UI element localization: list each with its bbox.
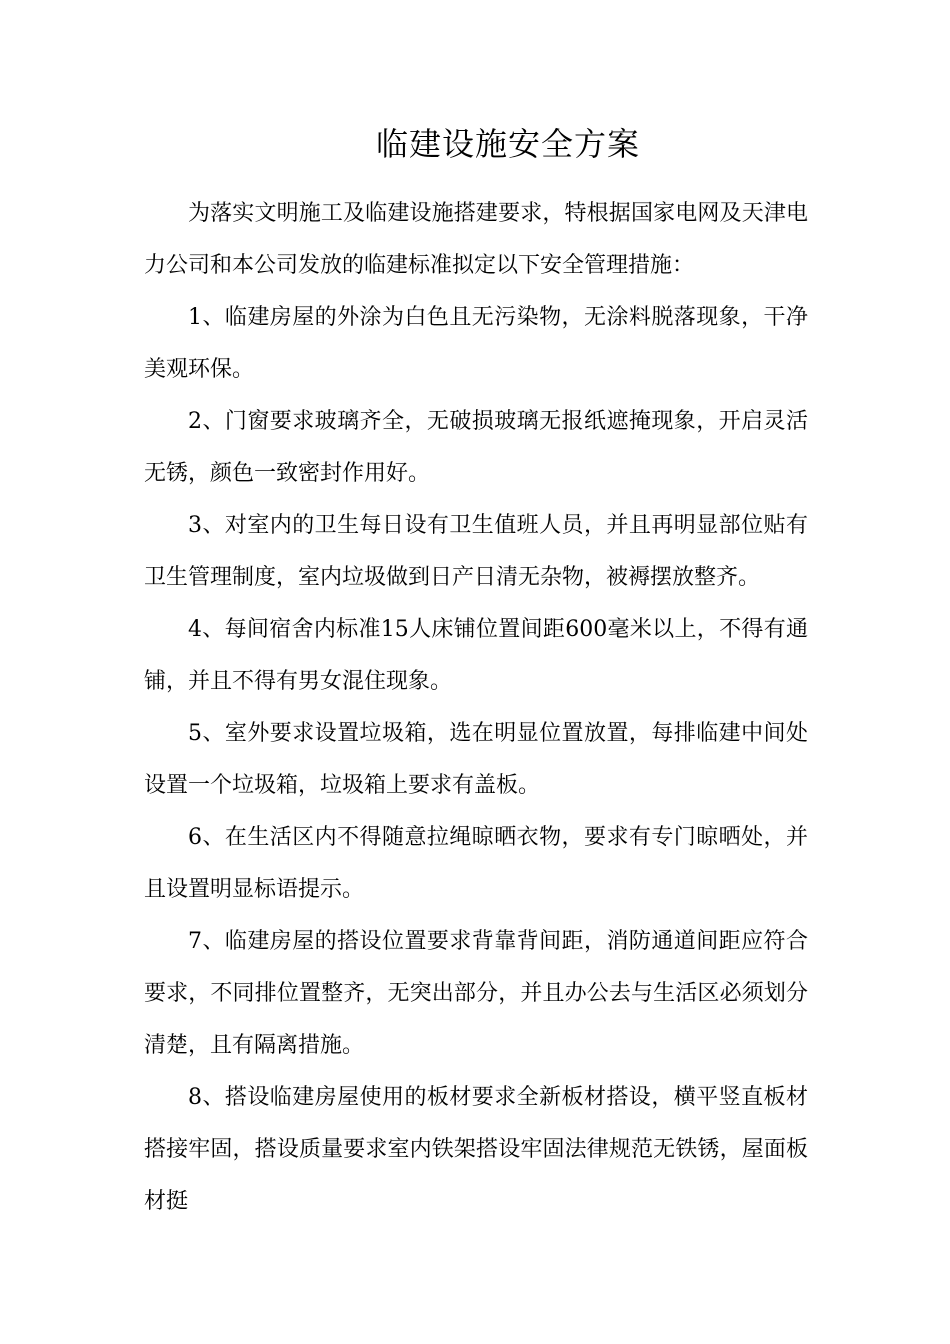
paragraph-item-6: 6、在生活区内不得随意拉绳晾晒衣物，要求有专门晾晒处，并且设置明显标语提示。 (144, 825, 808, 902)
paragraph-item-2: 2、门窗要求玻璃齐全，无破损玻璃无报纸遮掩现象，开启灵活无锈，颜色一致密封作用好。 (144, 409, 808, 486)
paragraph-item-7: 7、临建房屋的搭设位置要求背靠背间距，消防通道间距应符合要求，不同排位置整齐，无突出部分，并且办公去与生活区必须划分清楚，且有隔离措施。 (144, 929, 808, 1058)
paragraph-intro: 为落实文明施工及临建设施搭建要求，特根据国家电网及天津电力公司和本公司发放的临建标准拟定以下安全管理措施： (144, 201, 808, 278)
paragraph-item-5: 5、室外要求设置垃圾箱，选在明显位置放置，每排临建中间处设置一个垃圾箱，垃圾箱上要求有盖板。 (144, 721, 808, 798)
paragraph-item-4: 4、每间宿舍内标准15人床铺位置间距600毫米以上，不得有通铺，并且不得有男女混住现象。 (144, 617, 808, 694)
document-body (144, 188, 808, 1228)
paragraph-item-1: 1、临建房屋的外涂为白色且无污染物，无涂料脱落现象，干净美观环保。 (144, 305, 808, 382)
document-title: 临建设施安全方案 (375, 125, 640, 163)
paragraph-item-3: 3、对室内的卫生每日设有卫生值班人员，并且再明显部位贴有卫生管理制度，室内垃圾做到日产日清无杂物，被褥摆放整齐。 (144, 513, 808, 590)
paragraph-item-8: 8、搭设临建房屋使用的板材要求全新板材搭设，横平竖直板材搭接牢固，搭设质量要求室内铁架搭设牢固法律规范无铁锈，屋面板材挺 (144, 1085, 808, 1214)
